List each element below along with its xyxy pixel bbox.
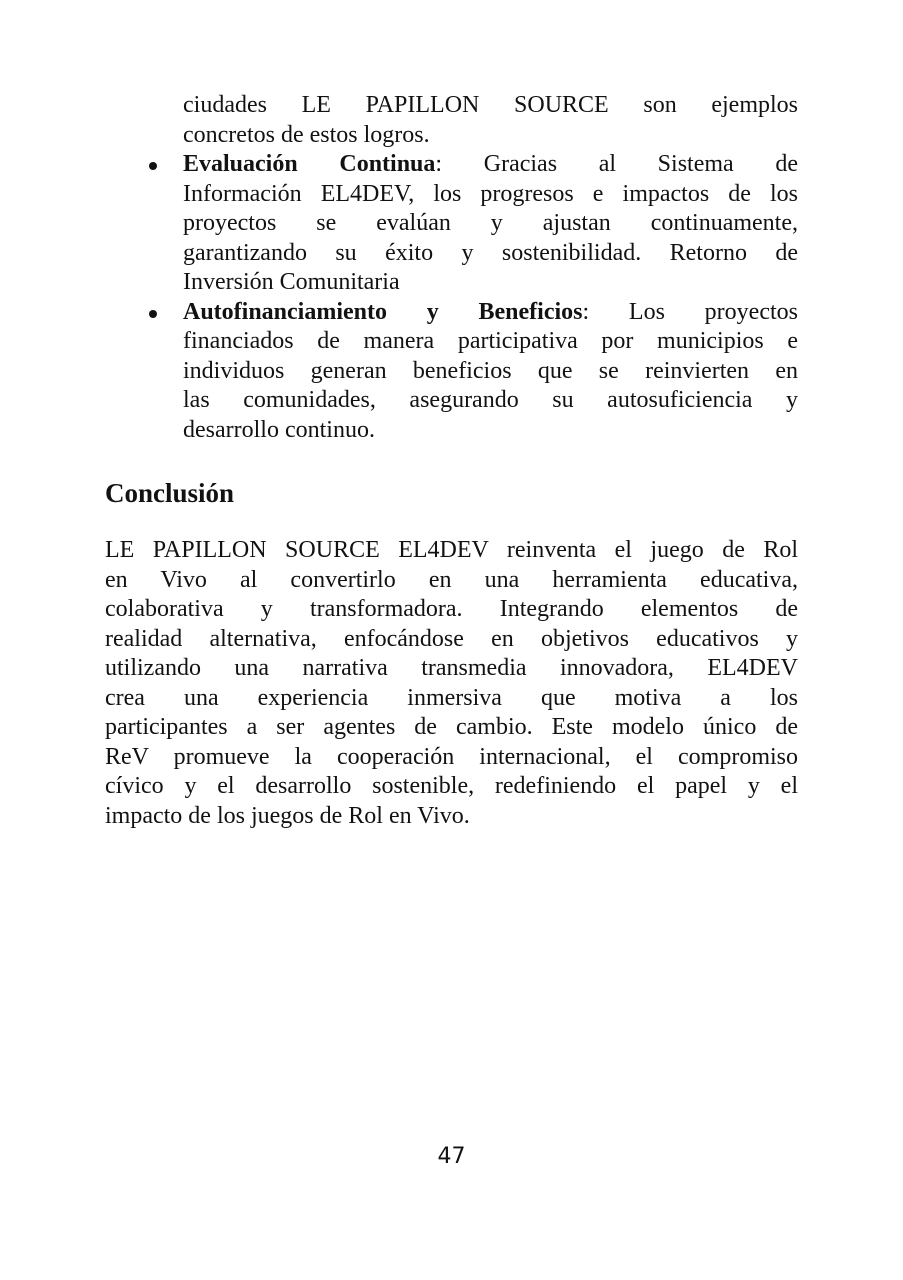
body-text — [105, 91, 798, 831]
text-line: desarrollo continuo. — [183, 416, 375, 443]
text-line: participantes a ser agentes de cambio. Este modelo único de — [105, 714, 798, 740]
text-line: utilizando una narrativa transmedia innovadora, EL4DEV — [105, 655, 798, 681]
text-line: Evaluación Continua: Gracias al Sistema de — [183, 151, 798, 177]
conclusion-paragraph — [105, 536, 798, 831]
text-line: crea una experiencia inmersiva que motiva a los — [105, 684, 798, 711]
text-line: Inversión Comunitaria — [183, 269, 400, 295]
text-line: Información EL4DEV, los progresos e impactos de los — [183, 180, 798, 207]
bullet-icon — [149, 162, 157, 170]
text-line: Autofinanciamiento y Beneficios: Los proyectos — [183, 298, 798, 325]
list-item-text — [183, 150, 798, 298]
text-line: proyectos se evalúan y ajustan continuamente, — [183, 210, 798, 236]
list-item — [105, 150, 798, 298]
text-line: garantizando su éxito y sostenibilidad. Retorno de — [183, 239, 798, 266]
text-line: colaborativa y transformadora. Integrando elementos de — [105, 596, 798, 622]
section-heading: Conclusión — [105, 478, 235, 508]
text-line: individuos generan beneficios que se reinvierten en — [183, 357, 798, 384]
text-line: cívico y el desarrollo sostenible, redefiniendo el papel y el — [105, 773, 798, 799]
list-item — [105, 298, 798, 446]
list-item-text — [183, 298, 798, 446]
text-line: ReV promueve la cooperación internacional, el compromiso — [105, 743, 798, 770]
text-line: LE PAPILLON SOURCE EL4DEV reinventa el juego de Rol — [105, 537, 798, 563]
text-line: concretos de estos logros. — [183, 121, 430, 148]
page-number: 47 — [437, 1144, 466, 1169]
bullet-icon — [149, 310, 157, 318]
text-line: financiados de manera participativa por municipios e — [183, 328, 798, 354]
list-item-continuation — [105, 91, 798, 150]
text-line: ciudades LE PAPILLON SOURCE son ejemplos — [183, 92, 798, 118]
text-line: impacto de los juegos de Rol en Vivo. — [105, 802, 470, 829]
text-line: realidad alternativa, enfocándose en objetivos educativos y — [105, 625, 798, 652]
text-line: las comunidades, asegurando su autosuficiencia y — [183, 387, 798, 413]
text-line: en Vivo al convertirlo en una herramienta educativa, — [105, 566, 798, 593]
